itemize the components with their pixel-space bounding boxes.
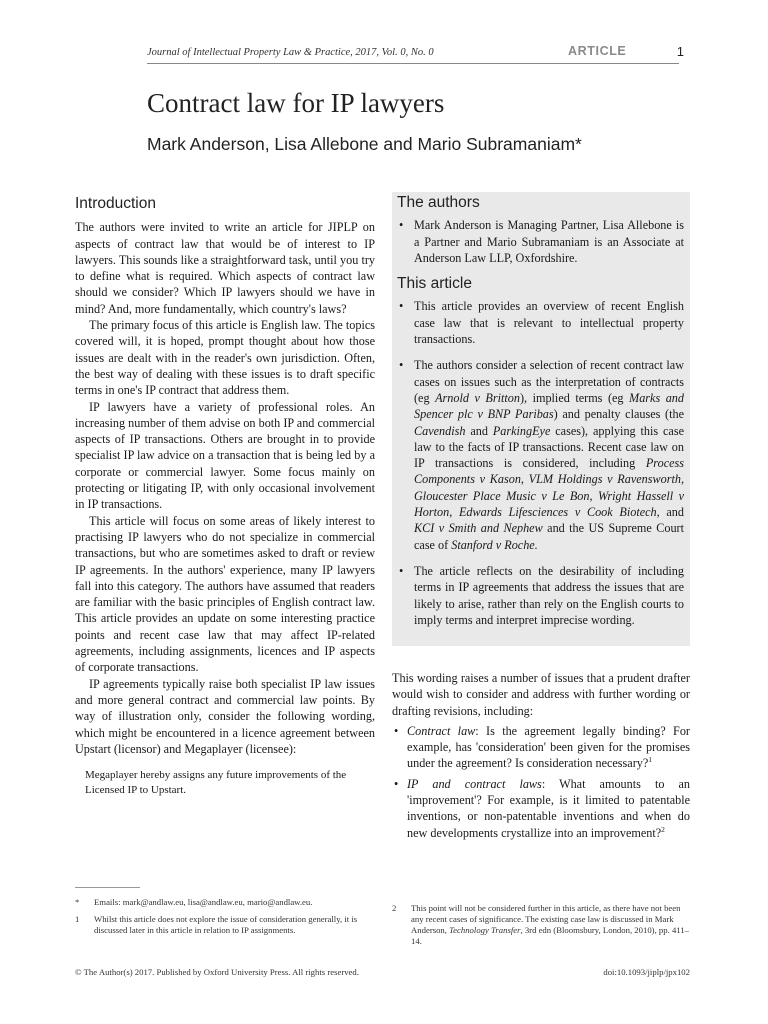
footnote-2: 2 This point will not be considered further in this article, as there have not been any recent cases of significance. The existing case law is discussed in Mark Anderson, Technology Transfer, 3rd edn (Bloomsbury, London, 2010), pp. 411–14. (392, 903, 689, 946)
author-list: Mark Anderson, Lisa Allebone and Mario Subramaniam* (147, 134, 582, 154)
footnote-star: * Emails: mark@andlaw.eu, lisa@andlaw.eu, mario@andlaw.eu. (75, 897, 313, 907)
paragraph: This wording raises a number of issues that a prudent drafter would wish to consider and address with further wording or drafting revisions, including: (392, 671, 690, 718)
journal-citation: Journal of Intellectual Property Law & Practice, 2017, Vol. 0, No. 0 (147, 47, 434, 58)
list-item: • Mark Anderson is Managing Partner, Lisa Allebone is a Partner and Mario Subramaniam is an Associate at Anderson Law LLP, Oxfordshire. (397, 217, 684, 266)
paragraph: IP lawyers have a variety of professional roles. An increasing number of them advise on both IP and commercial aspects of IP transactions. Others are brought in to provide specialist IP law advice on a transaction that is being led by a corporate or commercial lawyer. Some focus mainly on protecting or litigating IP, with only occasional involvement in IP transactions. (75, 399, 375, 512)
issues-list (392, 723, 690, 841)
list-item: • The authors consider a selection of recent contract law cases on issues such as the interpretation of contracts (eg Arnold v Britton), implied terms (eg Marks and Spencer plc v BNP Paribas) and penalty clauses (the Cavendish and ParkingEye cases), applying this case law to the facts of IP transactions. Recent case law on IP transactions is considered, including Process Components v Kason, VLM Holdings v Ravensworth, Gloucester Place Music v Le Bon, Wright Hassell v Horton, Edwards Lifesciences v Cook Biotech, and KCI v Smith and Nephew and the US Supreme Court case of Stanford v Roche. (397, 357, 684, 553)
article-summary-list (397, 298, 684, 628)
paragraph: This article will focus on some areas of likely interest to practising IP lawyers who do not specialize in commercial transactions, but who are sometimes asked to draft or review IP agreements. In the authors' experience, many IP lawyers fall into this category. The authors have assumed that readers are familiar with the basic principles of English contract law. This article provides an update on some interesting practice points and recent case law that may affect IP-related agreements, including assignments, licences and IP aspects of corporate transactions. (75, 513, 375, 675)
doi-link[interactable]: doi:10.1093/jiplp/jpx102 (603, 967, 690, 977)
page-number: 1 (676, 44, 684, 59)
summary-box (392, 192, 690, 646)
paragraph: The authors were invited to write an article for JIPLP on aspects of contract law that would be of interest to IP lawyers. This sounds like a straightforward task, until you try to define what is required. Which aspects of contract law should we consider? Which IP lawyers should we have in mind? And, more fundamentally, which country's laws? (75, 220, 375, 316)
left-column (75, 196, 375, 798)
footnote-ref[interactable]: 1 (648, 755, 653, 765)
header-rule (147, 63, 679, 64)
footnote-rule (75, 887, 140, 888)
block-quote: Megaplayer hereby assigns any future improvements of the Licensed IP to Upstart. (85, 769, 347, 797)
right-column-body (392, 670, 690, 845)
footnote-1: 1 Whilst this article does not explore the issue of consideration generally, it is discussed later in this article in relation to IP assignments. (75, 914, 358, 935)
list-item: • This article provides an overview of recent English case law that is relevant to intellectual property transactions. (397, 298, 684, 347)
list-item: • Contract law: Is the agreement legally binding? For example, has 'consideration' been given for the promises under the agreement? Is consideration necessary?$^1$ (392, 723, 690, 772)
list-item: • The article reflects on the desirability of including terms in IP agreements that address the issues that are likely to arise, rather than rely on the English courts to imply terms and interpret imprecise wording. (397, 563, 684, 628)
article-type-tag: ARTICLE (568, 44, 627, 58)
running-header (147, 44, 693, 67)
paragraph: The primary focus of this article is English law. The topics covered will, it is hoped, prompt thought about how those issues are dealt with in the reader's own jurisdiction. Often, the best way of dealing with these issues is to draft specific terms in one's IP contract that address them. (75, 318, 375, 398)
footnote-ref[interactable]: 2 (661, 824, 665, 834)
list-item: • IP and contract laws: What amounts to an 'improvement'? For example, is it limited to patentable inventions, or non-patentable inventions and when do new developments crystallize into an improvement?$^2$ (392, 776, 690, 841)
box-heading-authors: The authors (397, 194, 480, 211)
article-title: Contract law for IP lawyers (147, 88, 445, 118)
copyright-notice: © The Author(s) 2017. Published by Oxford University Press. All rights reserved. (75, 967, 359, 977)
paragraph: IP agreements typically raise both specialist IP law issues and more general contract and commercial law points. By way of illustration only, consider the following wording, which might be encountered in a licence agreement between Upstart (licensor) and Megaplayer (licensee): (75, 676, 375, 756)
section-heading-introduction: Introduction (75, 195, 156, 212)
authors-list (397, 217, 684, 266)
box-heading-this-article: This article (397, 275, 472, 293)
